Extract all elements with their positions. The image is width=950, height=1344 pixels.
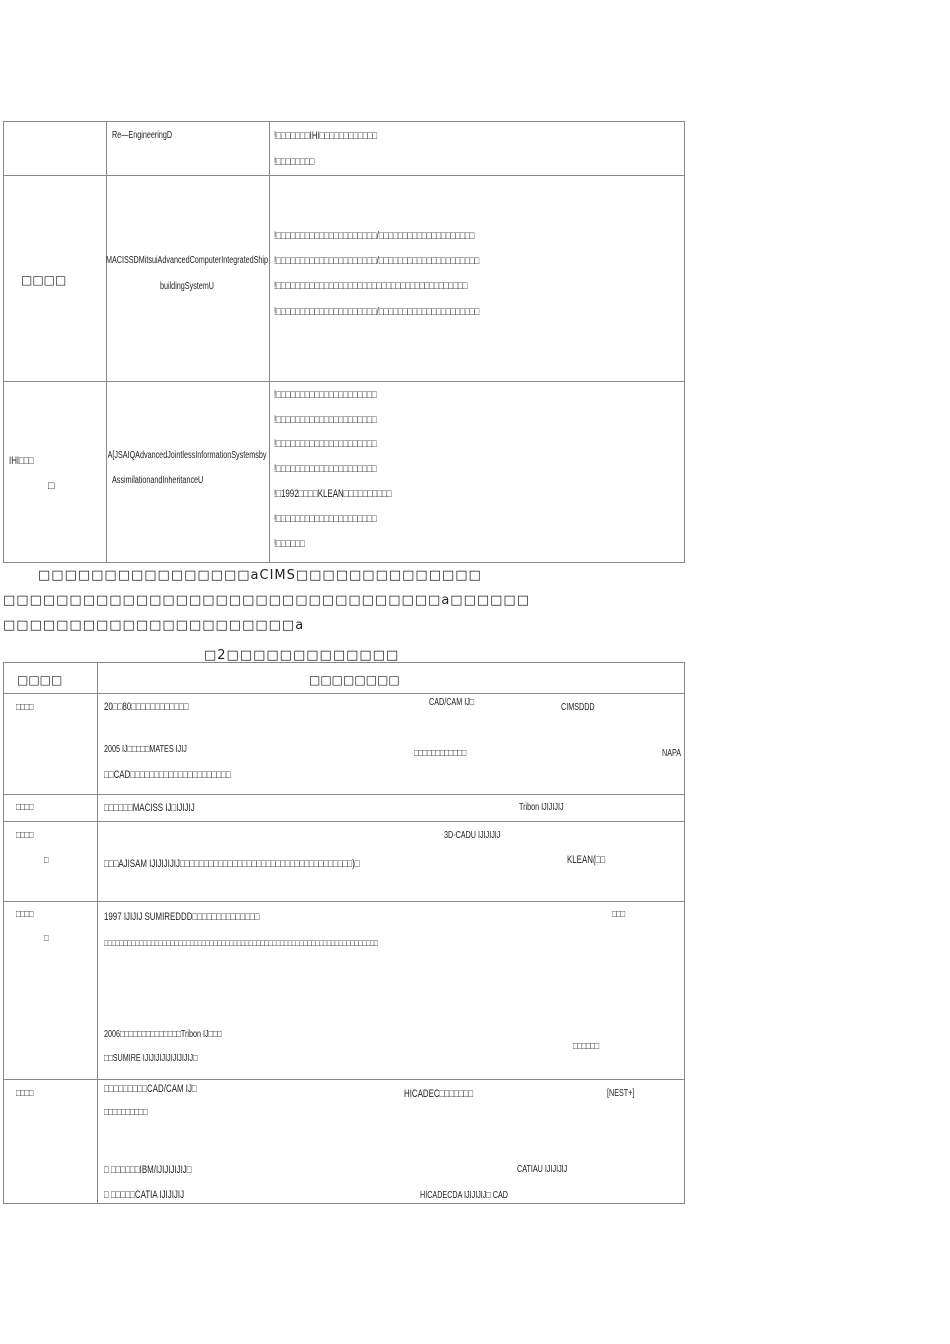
table-1-row-1-line-1: !□□□□□□□IHI□□□□□□□□□□□□ [274,130,378,142]
table-2-row-1-text-e: □□□□□□□□□□□□ [414,748,467,759]
table-1-row-2-line-1: !□□□□□□□□□□□□□□□□□□□□□/□□□□□□□□□□□□□□□□□□□□ [274,230,475,242]
paragraph-line-2: □□□□□□□□□□□□□□□□□□□□□□□□□□□□□□□□□a□□□□□□ [3,593,530,608]
table-1-row-3-line-3: !□□□□□□□□□□□□□□□□□□□□□ [274,438,377,450]
table-2-header-company: □□□□ [17,673,63,687]
table-2-row-3-text-b: □□□AJISAM IJIJIJIJIJ□□□□□□□□□□□□□□□□□□□□□□□□□□□□□□□□□□□□)□ [104,858,360,870]
table-2-row-5-text-b: HICADEC□□□□□□□ [404,1088,474,1100]
table-2-row-5-text-g: □ □□□□□CATIA IJIJIJIJ [104,1189,185,1201]
table-1-row-3-line-2: !□□□□□□□□□□□□□□□□□□□□□ [274,414,377,426]
table-2-row-divider-1 [3,794,685,795]
table-2-row-4-text-e: □□SUMIRE IJIJIJIJIJIJIJIJIJ□ [104,1053,198,1064]
table-2-row-5-text-f: CATIAU IJIJIJIJ [517,1164,568,1175]
table-1-row-2-line-4: !□□□□□□□□□□□□□□□□□□□□□/□□□□□□□□□□□□□□□□□□□□□ [274,306,480,318]
table-1-row-2-system-line-1: MACISSDMitsuiAdvancedComputerIntegratedShip [105,255,269,266]
table-1-row-2-system-line-2: buildingSystemU [159,281,215,292]
table-1-row-1-line-2: !□□□□□□□□ [274,156,315,168]
table-2-row-2-text-b: Tribon IJIJIJIJ [519,802,564,813]
table-1-row-1-system: Re—EngineeringD [112,130,173,141]
table-2-row-5-text-e: □ □□□□□□IBM/IJIJIJIJIJ□ [104,1164,192,1176]
table-1-row-3-line-7: !□□□□□□ [274,538,305,550]
table-1-row-3-system-line-1: A[JSAIQAdvancedJointlessInformationSystemsby [107,450,267,461]
table-2-row-3-text-c: KLEAN(□□ [567,854,606,866]
table-2-row-4-text-a: 1997 IJIJIJ SUMIREDDD□□□□□□□□□□□□□□ [104,911,260,923]
paragraph-line-1: □□□□□□□□□□□□□□□□aCIMS□□□□□□□□□□□□□□ [38,568,482,583]
table-2-row-divider-3 [3,901,685,902]
table-2-row-5-company: □□□□ [16,1088,34,1099]
table-1-row-3-company-line-1: IHI□□□ [9,455,34,467]
table-2-row-divider-2 [3,821,685,822]
table-1-row-divider-1 [3,175,685,176]
table-2-row-divider-0 [3,693,685,694]
table-2-header-content: □□□□□□□□ [309,673,400,687]
table-2-row-4-company: □□□□ [16,909,34,920]
table-1-row-2-line-3: !□□□□□□□□□□□□□□□□□□□□□□□□□□□□□□□□□□□□□□□□ [274,280,468,292]
table-1-row-3-system-line-2: AssimilationandInheritanceU [112,475,204,486]
table-2-row-2-text-a: □□□□□□MACISS IJ□IJIJIJ [104,802,195,814]
table-2-row-3-text-a: 3D-CADU IJIJIJIJ [444,830,501,841]
table-1-row-divider-2 [3,381,685,382]
table-1-row-3-line-1: !□□□□□□□□□□□□□□□□□□□□□ [274,389,377,401]
table-1-row-2-line-2: !□□□□□□□□□□□□□□□□□□□□□/□□□□□□□□□□□□□□□□□□□□□ [274,255,480,267]
table-2-row-4-text-d: 2006□□□□□□□□□□□□□□Tribon IJ□□□ [104,1029,222,1040]
table-2-row-5-text-a: □□□□□□□□□CAD/CAM IJ□ [104,1083,197,1095]
table-2-row-5-text-h: HICADECDA IJIJIJIJ□ CAD [420,1190,508,1201]
table-1-row-3-line-4: !□□□□□□□□□□□□□□□□□□□□□ [274,463,377,475]
table-2-row-2-company: □□□□ [16,802,34,813]
table-2-col-divider [97,662,98,1204]
table-2-row-3-company: □□□□ [16,830,34,841]
table-1-row-2-company: □□□□ [21,273,67,287]
table-2-row-1-text-c: CIMSDDD [561,702,595,713]
table-2-row-4-text-b: □□□ [612,909,626,920]
table-2-row-1-text-b: CAD/CAM IJ□ [429,697,475,708]
table-2-row-1-text-g: □□CAD□□□□□□□□□□□□□□□□□□□□□ [104,769,231,781]
table-2-row-4-company-2: □ [44,933,49,944]
table-2-row-5-text-c: [NEST+] [607,1088,635,1099]
table-2-row-1-text-d: 2005 IJ□□□□□MATES IJIJ [104,744,187,755]
table-2-row-1-text-f: NAPA [662,748,682,759]
table-2-row-3-company-2: □ [44,855,49,866]
table-2-row-divider-4 [3,1079,685,1080]
table-1-col-divider-2 [269,121,270,563]
table-1-col-divider-1 [106,121,107,563]
table-2-row-1-text-a: 20□□80□□□□□□□□□□□□ [104,701,189,713]
table-2-row-4-text-c: □□□□□□□□□□□□□□□□□□□□□□□□□□□□□□□□□□□□□□□□□□□□□□□□□□□□□□□□□□□□□□□□□□□□□□ [104,938,378,948]
table-1-row-3-company-line-2: □ [48,480,55,492]
table-1-row-3-line-6: !□□□□□□□□□□□□□□□□□□□□□ [274,513,377,525]
table-1-row-3-line-5: !□1992□□□□KLEAN□□□□□□□□□□ [274,488,392,500]
table-2-row-1-company: □□□□ [16,702,34,713]
paragraph-line-3: □□□□□□□□□□□□□□□□□□□□□□a [3,618,305,633]
table-2-row-4-text-f: □□□□□□ [573,1041,600,1052]
table-2-caption: □2□□□□□□□□□□□□□ [204,648,400,663]
table-2-row-5-text-d: □□□□□□□□□□ [104,1107,148,1118]
